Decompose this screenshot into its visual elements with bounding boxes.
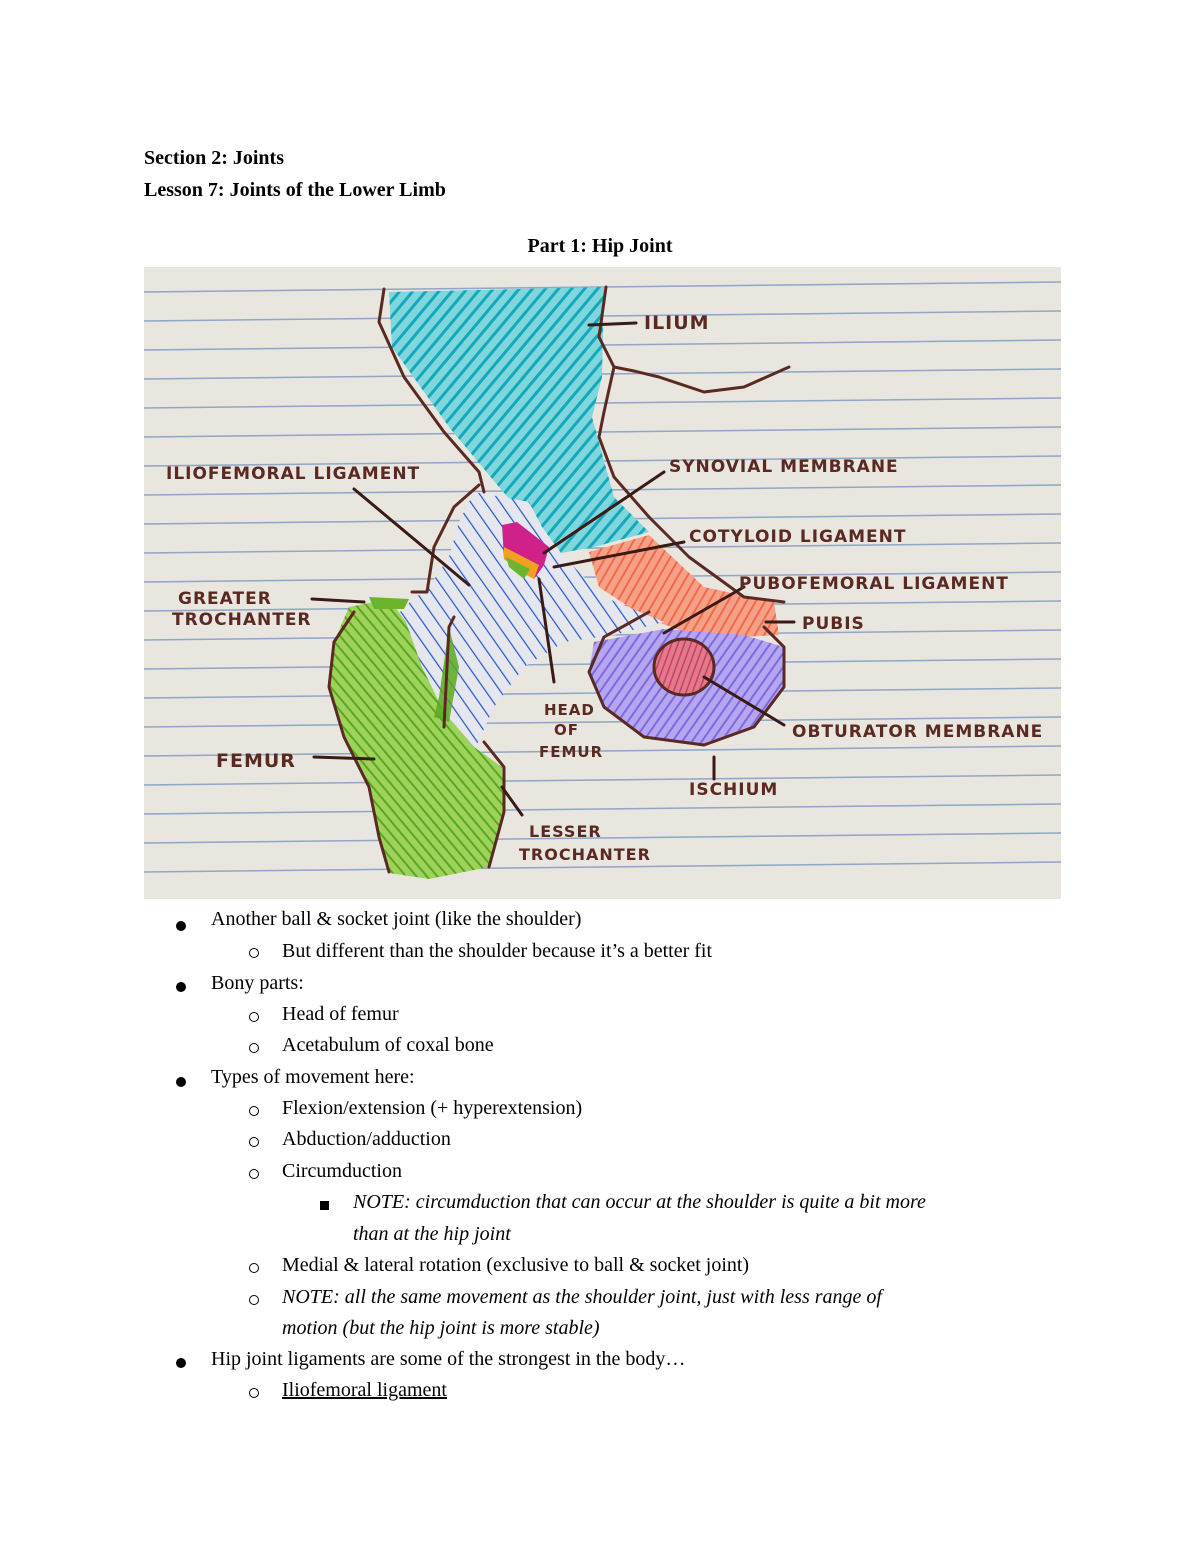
label-iliofemoral-ligament: ILIOFEMORAL LIGAMENT	[166, 464, 421, 484]
bullet-circle	[249, 1295, 259, 1305]
note-subitem: Acetabulum of coxal bone	[282, 1034, 494, 1056]
bullet-circle	[249, 1137, 259, 1147]
label-head-of-femur-line1: HEAD	[544, 701, 595, 719]
label-pubis: PUBIS	[802, 614, 865, 634]
label-cotyloid-ligament: COTYLOID LIGAMENT	[689, 527, 907, 547]
note-subitem: Iliofemoral ligament	[282, 1379, 447, 1401]
label-synovial-membrane: SYNOVIAL MEMBRANE	[669, 457, 899, 477]
document-header	[144, 142, 446, 206]
note-item: Another ball & socket joint (like the shoulder)	[211, 908, 582, 930]
note-item: Types of movement here:	[211, 1066, 415, 1088]
note-subitem: NOTE: all the same movement as the shoulder joint, just with less range of	[282, 1286, 882, 1308]
note-subsubitem: NOTE: circumduction that can occur at the shoulder is quite a bit more	[353, 1191, 926, 1213]
note-subitem: But different than the shoulder because it’s a better fit	[282, 940, 713, 962]
bullet-circle	[249, 948, 259, 958]
label-head-of-femur-line2: OF	[554, 721, 579, 739]
label-pubofemoral-ligament: PUBOFEMORAL LIGAMENT	[739, 574, 1009, 594]
bullet-circle	[249, 1388, 259, 1398]
greater-trochanter-tip	[369, 597, 409, 609]
note-subsubitem-continued: than at the hip joint	[353, 1223, 511, 1245]
label-lesser-trochanter-line2: TROCHANTER	[519, 845, 651, 864]
bullet-circle	[249, 1012, 259, 1022]
label-greater-trochanter-line1: GREATER	[178, 589, 272, 609]
label-obturator-membrane: OBTURATOR MEMBRANE	[792, 722, 1044, 742]
note-subitem: Medial & lateral rotation (exclusive to ball & socket joint)	[282, 1254, 750, 1276]
label-ischium: ISCHIUM	[689, 780, 779, 800]
note-subitem-continued: motion (but the hip joint is more stable)	[282, 1317, 600, 1339]
bullet-dot	[176, 1077, 186, 1087]
note-subitem: Circumduction	[282, 1160, 402, 1182]
bullet-circle	[249, 1263, 259, 1273]
obturator-membrane-region	[654, 639, 714, 695]
bullet-square	[320, 1201, 329, 1210]
label-ilium: ILIUM	[644, 312, 710, 334]
note-subitem: Head of femur	[282, 1003, 399, 1025]
note-item: Hip joint ligaments are some of the strongest in the body…	[211, 1348, 686, 1370]
bullet-dot	[176, 1358, 186, 1368]
part-title: Part 1: Hip Joint	[527, 235, 673, 257]
bullet-dot	[176, 982, 186, 992]
bullet-circle	[249, 1043, 259, 1053]
section-title: Section 2: Joints	[144, 147, 284, 169]
label-femur: FEMUR	[216, 750, 296, 772]
note-subitem: Abduction/adduction	[282, 1128, 451, 1150]
note-subitem: Flexion/extension (+ hyperextension)	[282, 1097, 583, 1119]
note-item: Bony parts:	[211, 972, 304, 994]
bullet-dot	[176, 921, 186, 931]
hip-joint-diagram	[144, 267, 1061, 899]
label-head-of-femur-line3: FEMUR	[539, 743, 604, 761]
lesson-title: Lesson 7: Joints of the Lower Limb	[144, 179, 446, 201]
bullet-circle	[249, 1106, 259, 1116]
label-greater-trochanter-line2: TROCHANTER	[172, 610, 312, 630]
bullet-circle	[249, 1169, 259, 1179]
label-lesser-trochanter-line1: LESSER	[529, 822, 602, 841]
